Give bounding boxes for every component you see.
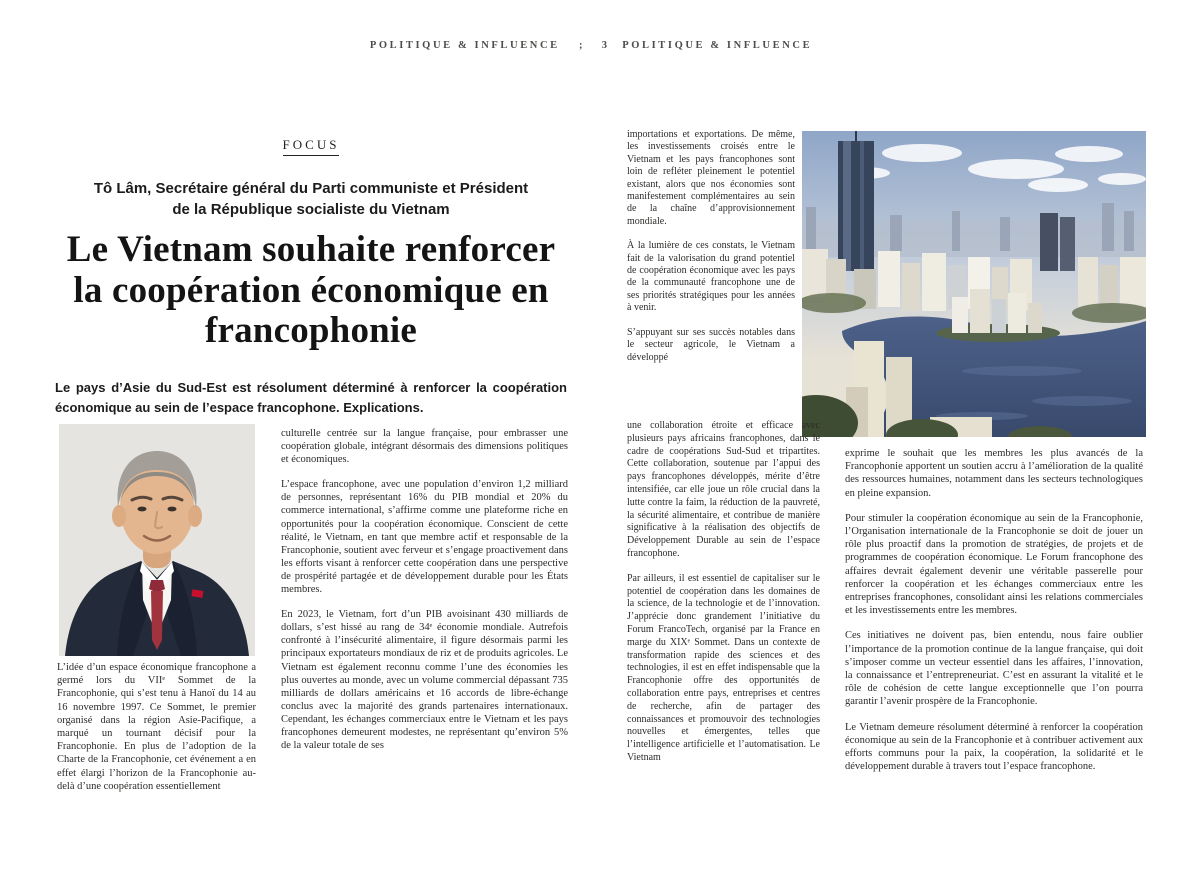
column-2 [281, 427, 568, 752]
paragraph: L’idée d’un espace économique francophone a germé lors du VIIᵉ Sommet de la Francophonie, qui s’est tenu à Hanoï du 14 au 16 novembre 1997. Ce Sommet, le premier organisé dans la région Asie-Pacifique, a marqué un tournant décisif pour la Francophonie. En plus de l’adoption de la Charte de la Francophonie, cet événement a en effet élargi l’horizon de la Francophonie au-delà d’une coopération essentiellement [57, 662, 256, 792]
lead-paragraph: Le pays d’Asie du Sud-Est est résolument déterminé à renforcer la coopération économique au sein de l’espace francophone. Explications. [55, 380, 567, 416]
paragraph: une collaboration étroite et efficace avec plusieurs pays africains francophones, dans le cadre de coopérations Sud-Sud et tripartites. Cette collaboration, soutenue par l’appui des pays francophones développés, mérite d’être intensifiée, car elle joue un rôle crucial dans la lutte contre la faim, la réduction de la pauvreté, la sécurité alimentaire, et contribue de manière significative à la réalisation des objectifs de Développement Durable au sein de l’espace francophone. [627, 420, 820, 559]
paragraph: Le Vietnam demeure résolument déterminé à renforcer la coopération économique au sein de la Francophonie et à contribuer activement aux efforts communs pour la paix, la coopération, la solidarité et le développement durable à travers tout l’espace francophone. [845, 721, 1143, 773]
paragraph: culturelle centrée sur la langue française, pour embrasser une coopération globale, intégrant désormais des dimensions politiques et économiques. [281, 428, 568, 466]
column-4 [845, 447, 1143, 773]
column-3-bottom [627, 420, 820, 765]
article-intro [55, 136, 567, 418]
paragraph: Ces initiatives ne doivent pas, bien entendu, nous faire oublier l’importance de la promotion continue de la langue française, qui doit s’imposer comme un vecteur essentiel dans les affaires, l’innovation, la connaissance et l’entrepreneuriat. C’est en assurant la vitalité et le rôle de cohésion de cette langue exceptionnelle que l’on pourra garantir l’avenir prospère de la Francophonie. [845, 630, 1143, 708]
running-head-right: POLITIQUE & INFLUENCE [622, 40, 813, 51]
paragraph: À la lumière de ces constats, le Vietnam fait de la valorisation du grand potentiel de coopération économique avec les pays de la communauté francophone une de ses priorités stratégiques pour les années à venir. [627, 240, 795, 314]
running-head-separator: ; [579, 40, 583, 51]
article-title: Le Vietnam souhaite renforcer la coopération économique en francophonie [66, 229, 556, 352]
paragraph: En 2023, le Vietnam, fort d’un PIB avoisinant 430 milliards de dollars, s’est hissé au rang de 34ᵉ économie mondiale. Autrefois confronté à l’insécurité alimentaire, il figure désormais parmi les principaux exportateurs mondiaux de riz et de produits agricoles. Le Vietnam est également reconnu comme l’une des économies les plus ouvertes au monde, avec un volume commercial dépassant 735 milliards de dollars américains et 16 accords de libre-échange conclus avec la majorité des grands partenaires internationaux. Cependant, les échanges commerciaux entre le Vietnam et les pays francophones demeurent modestes, ne représentant qu’environ 5% de la valeur totale de ses [281, 609, 568, 752]
portrait-photo [59, 424, 255, 656]
column-3-top [627, 129, 795, 364]
paragraph: Pour stimuler la coopération économique au sein de la Francophonie, l’Organisation internationale de la Francophonie se doit de jouer un rôle plus proactif dans la promotion de stratégies, de projets et de programmes de coopération économique. Le Forum francophone des affaires devrait également devenir une véritable passerelle pour renforcer la coopération et les échanges commerciaux entre les entreprises francophones, consolidant ainsi les relations commerciales et les investissements entre les membres. [845, 512, 1143, 617]
paragraph: Par ailleurs, il est essentiel de capitaliser sur le potentiel de coopération dans les domaines de la science, de la technologie et de l’innovation. J’apprécie donc grandement l’initiative du Forum FrancoTech, organisé par la France en marge du XIXᵉ Sommet. Dans un contexte de transformation rapide des sciences et des technologies, il est en effet indispensable que la Francophonie offre des opportunités de collaboration entre pays, entreprises et centres de recherche, afin de partager des connaissances et promouvoir des technologies nouvelles et émergentes, telles que l’intelligence artificielle et l’automatisation. Le Vietnam [627, 572, 820, 763]
paragraph: S’appuyant sur ses succès notables dans le secteur agricole, le Vietnam a développé [627, 326, 795, 363]
page-number: 3 [601, 40, 607, 51]
paragraph: exprime le souhait que les membres les plus avancés de la Francophonie apportent un soutien accru à l’amélioration de la qualité des ressources humaines, notamment dans les secteurs technologiques en pleine expansion. [845, 448, 1143, 499]
cityscape-photo [802, 131, 1146, 437]
byline: Tô Lâm, Secrétaire général du Parti communiste et Président de la République socialiste du Vietnam [93, 180, 529, 218]
column-1 [57, 661, 256, 793]
paragraph: L’espace francophone, avec une population d’environ 1,2 milliard de personnes, représentant 16% du PIB mondial et 20% du commerce international, s’affirme comme une plateforme riche en opportunités pour la coopération économique. Conscient de cette réalité, le Vietnam, en tant que membre actif et responsable de la Francophonie, soutient avec ferveur et s’engage proactivement dans les efforts visant à renforcer cette coopération dans une perspective de prospérité partagée et de développement durable pour les États membres. [281, 479, 568, 596]
paragraph: importations et exportations. De même, les investissements croisés entre le Vietnam et les pays francophones sont loin de refléter pleinement le potentiel existant, alors que nos économies sont manifestement complémentaires au sein de la chaîne d’approvisionnement mondiale. [627, 129, 795, 227]
running-head [0, 40, 1182, 51]
running-head-left: POLITIQUE & INFLUENCE [369, 40, 560, 51]
kicker: FOCUS [283, 137, 340, 156]
